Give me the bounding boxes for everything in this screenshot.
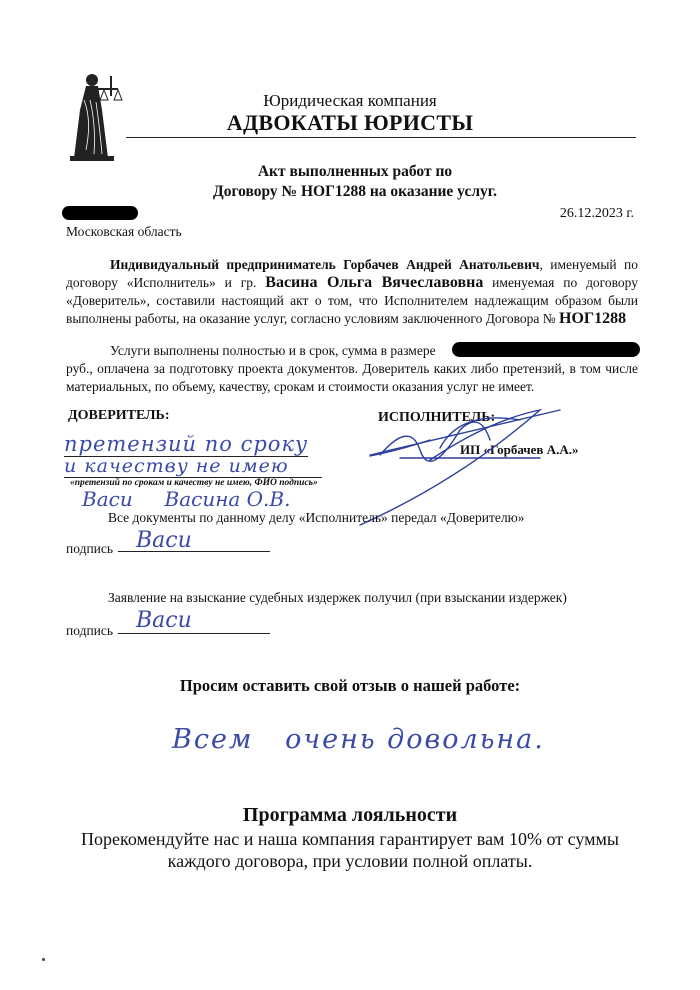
handwritten-no-claims-1: претензий по сроку xyxy=(64,432,309,456)
scan-speck xyxy=(42,958,45,961)
handwritten-review: Всем очень довольна. xyxy=(172,724,545,755)
act-title-line2: Договору № НОГ1288 на оказание услуг. xyxy=(213,183,497,200)
act-date: 26.12.2023 г. xyxy=(559,206,634,221)
principal-handwritten-signature: Васи Васина О.В. xyxy=(82,487,291,511)
principal-label: ДОВЕРИТЕЛЬ: xyxy=(68,408,170,423)
signature-label-1: подпись xyxy=(66,541,114,556)
p1-text-a: , именуемый по договору «Исполнитель» и гр. xyxy=(66,257,638,290)
legal-costs-text: Заявление на взыскание судебных издержек получил (при взыскании издержек) xyxy=(108,590,567,605)
executor-full-name: Индивидуальный предприниматель Горбачев Андрей Анатольевич xyxy=(110,257,540,272)
redacted-amount xyxy=(452,342,640,357)
client-full-name: Васина Ольга Вячеславовна xyxy=(265,274,484,291)
executor-short-name: ИП «Горбачев А.А.» xyxy=(460,442,579,457)
act-title-line1: Акт выполненных работ по xyxy=(257,163,453,180)
company-name: АДВОКАТЫ ЮРИСТЫ xyxy=(226,110,474,135)
loyalty-text: Порекомендуйте нас и наша компания гарантирует вам 10% от суммы каждого договора, при условии полной оплаты. xyxy=(81,829,619,871)
principal-hint: «претензий по срокам и качеству не имею, ФИО подпись» xyxy=(70,478,318,488)
executor-label: ИСПОЛНИТЕЛЬ: xyxy=(378,410,496,425)
lady-justice-logo xyxy=(64,70,130,162)
p2-text-b: руб., оплачена за подготовку проекта документов. Доверитель каких либо претензий, в том числе материальных, по объему, качеству, срокам и стоимости оказания услуг не имеет. xyxy=(66,361,638,394)
header-divider xyxy=(126,137,636,138)
redacted-city xyxy=(62,206,138,220)
handwritten-no-claims-2: и качеству не имею xyxy=(64,455,322,478)
documents-transferred-text: Все документы по данному делу «Исполнитель» передал «Доверителю» xyxy=(108,510,525,525)
act-title xyxy=(130,162,580,202)
act-region: Московская область xyxy=(66,224,182,239)
handwritten-signature-1: Васи xyxy=(136,528,192,553)
act-paragraph-1 xyxy=(66,256,638,328)
signature-label-2: подпись xyxy=(66,623,114,638)
p2-text-a: Услуги выполнены полностью и в срок, сумма в размере xyxy=(110,343,436,358)
review-title: Просим оставить свой отзыв о нашей работе: xyxy=(179,676,521,695)
p1-text-b: именуемая по договору «Доверитель», составили настоящий акт о том, что Исполнителем надлежащим образом были выполнены работы, на оказание услуг, согласно условиям заключенного Договора № xyxy=(66,275,638,326)
handwritten-signature-2: Васи xyxy=(136,608,192,633)
loyalty-title: Программа лояльности xyxy=(242,804,458,826)
company-type: Юридическая компания xyxy=(263,91,437,110)
contract-number: НОГ1288 xyxy=(559,310,627,327)
